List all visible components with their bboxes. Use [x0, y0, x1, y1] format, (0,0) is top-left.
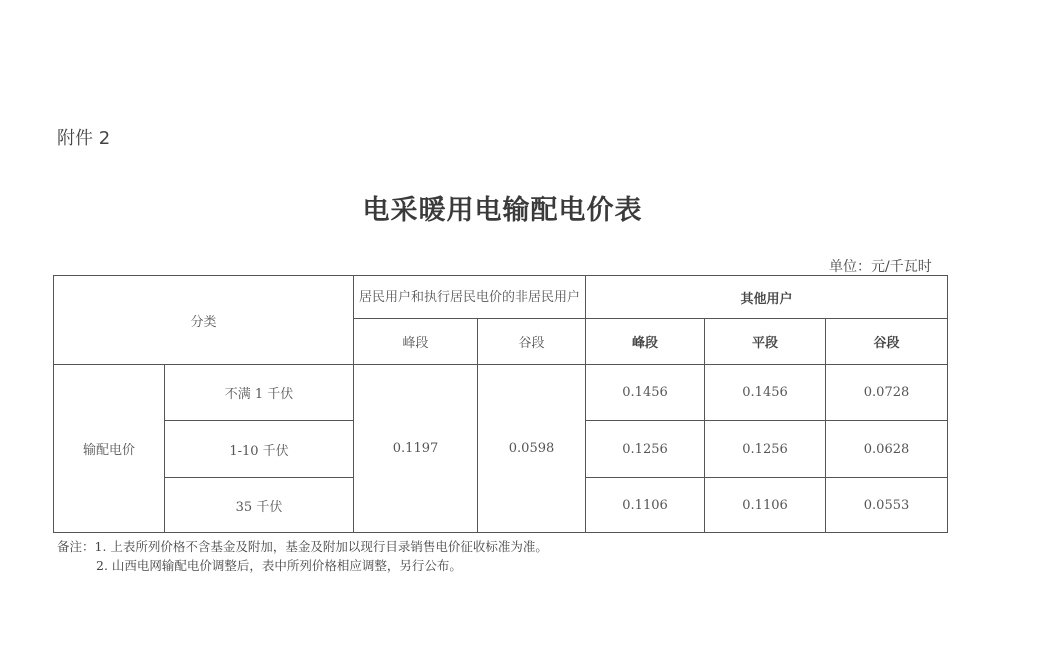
- other-users-header: 其他用户: [586, 276, 948, 319]
- other-valley-value: 0.0628: [826, 421, 948, 478]
- other-peak-value: 0.1456: [586, 365, 705, 421]
- category-header: 分类: [54, 276, 354, 365]
- price-table: [53, 275, 948, 533]
- resident-valley-header: 谷段: [478, 319, 586, 365]
- voltage-level: 35 千伏: [165, 478, 354, 533]
- resident-users-header: 居民用户和执行居民电价的非居民用户: [354, 276, 586, 319]
- other-flat-header: 平段: [705, 319, 826, 365]
- table-row: [54, 365, 948, 421]
- other-valley-header: 谷段: [826, 319, 948, 365]
- other-valley-value: 0.0728: [826, 365, 948, 421]
- attachment-label: 附件 2: [57, 128, 111, 149]
- resident-peak-value: 0.1197: [354, 365, 478, 533]
- resident-peak-header: 峰段: [354, 319, 478, 365]
- other-flat-value: 0.1256: [705, 421, 826, 478]
- other-valley-value: 0.0553: [826, 478, 948, 533]
- note-2: 2. 山西电网输配电价调整后，表中所列价格相应调整，另行公布。: [96, 558, 462, 573]
- resident-valley-value: 0.0598: [478, 365, 586, 533]
- other-peak-value: 0.1106: [586, 478, 705, 533]
- row-group-label: 输配电价: [54, 365, 165, 533]
- other-peak-header: 峰段: [586, 319, 705, 365]
- other-flat-value: 0.1456: [705, 365, 826, 421]
- other-flat-value: 0.1106: [705, 478, 826, 533]
- voltage-level: 不满 1 千伏: [165, 365, 354, 421]
- document-title: 电采暖用电输配电价表: [362, 195, 643, 226]
- notes: [57, 537, 548, 575]
- voltage-level: 1-10 千伏: [165, 421, 354, 478]
- other-peak-value: 0.1256: [586, 421, 705, 478]
- note-1: 备注：1. 上表所列价格不含基金及附加，基金及附加以现行目录销售电价征收标准为准。: [57, 539, 548, 554]
- unit-label: 单位：元/千瓦时: [829, 259, 932, 275]
